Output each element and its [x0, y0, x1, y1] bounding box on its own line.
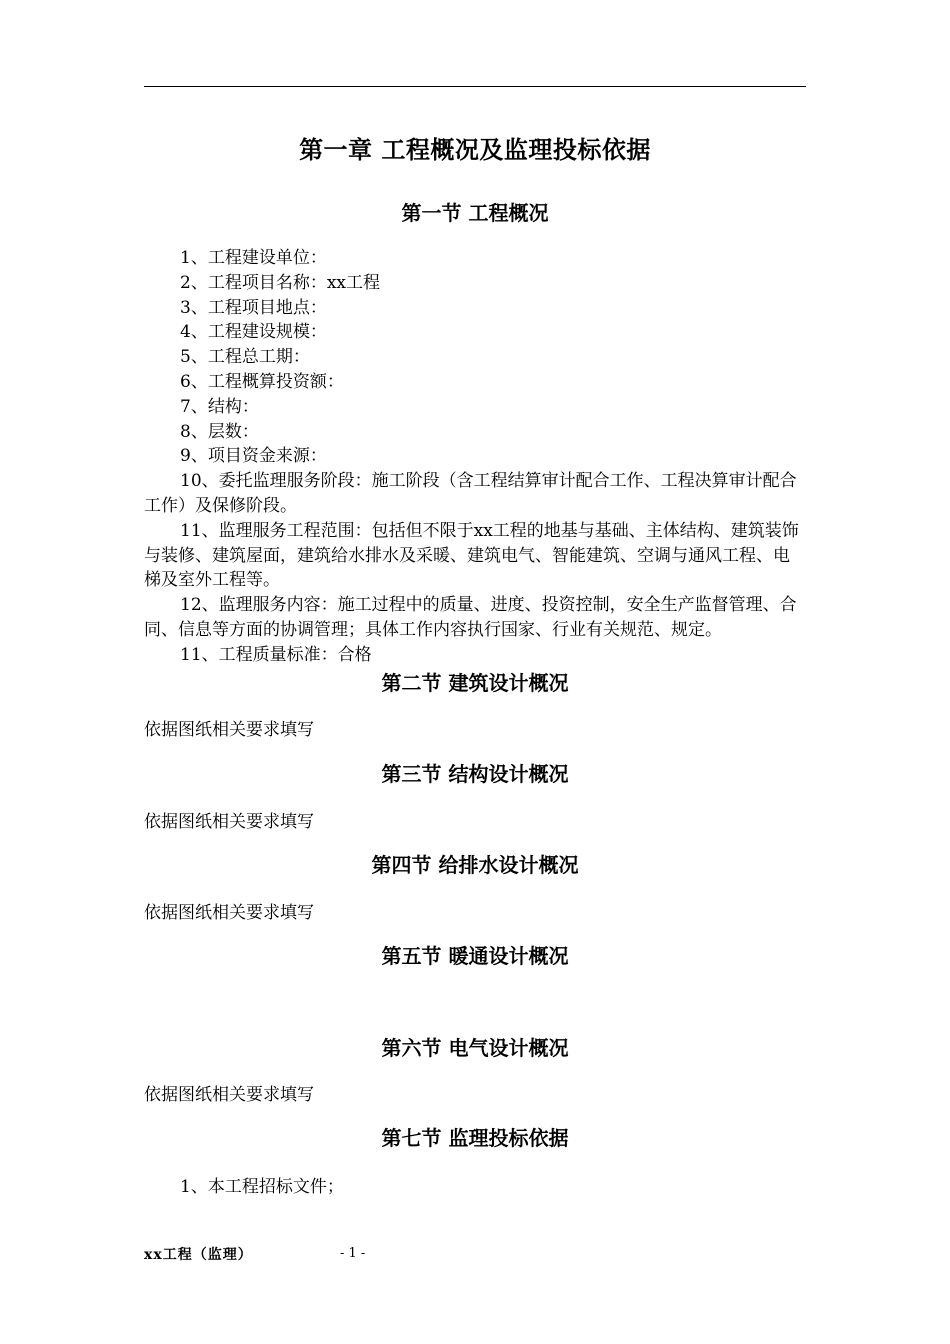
section-title-2: 第二节 建筑设计概况: [381, 671, 569, 695]
list-item: 1、工程建设单位：: [180, 248, 327, 268]
list-item: 6、工程概算投资额：: [180, 371, 344, 392]
footer-title: xx工程（监理）: [144, 1247, 253, 1263]
list-item: 5、工程总工期：: [180, 347, 310, 368]
section-note-6: 依据图纸相关要求填写: [144, 1085, 314, 1105]
list-item: 7、结构：: [180, 396, 259, 417]
list-item: 11、监理服务工程范围：包括但不限于xx工程的地基与基础、主体结构、建筑装饰与装修、建筑屋面，建筑给水排水及采暖、建筑电气、智能建筑、空调与通风工程、电梯及室外工程等。: [144, 520, 799, 591]
list-item: 9、项目资金来源：: [180, 446, 327, 467]
section-title-4: 第四节 给排水设计概况: [371, 853, 579, 877]
section-title-6: 第六节 电气设计概况: [381, 1036, 569, 1060]
list-item: 11、工程质量标准：合格: [180, 644, 372, 665]
section-title-7: 第七节 监理投标依据: [381, 1126, 569, 1150]
list-item: 4、工程建设规模：: [180, 322, 327, 343]
basis-item: 1、本工程招标文件；: [180, 1177, 344, 1197]
list-item: 10、委托监理服务阶段：施工阶段（含工程结算审计配合工作、工程决算审计配合工作）及保修阶段。: [144, 471, 797, 516]
page-number: - 1 -: [340, 1246, 366, 1261]
list-item: 3、工程项目地点：: [180, 297, 327, 318]
list-item: 2、工程项目名称：xx工程: [180, 272, 380, 293]
chapter-title: 第一章 工程概况及监理投标依据: [299, 135, 651, 164]
section-title-5: 第五节 暖通设计概况: [381, 944, 569, 968]
header-rule: [144, 86, 806, 87]
section-note-3: 依据图纸相关要求填写: [144, 812, 314, 832]
section-note-4: 依据图纸相关要求填写: [144, 903, 314, 923]
list-item: 8、层数：: [180, 421, 259, 442]
section-title-1: 第一节 工程概况: [401, 201, 549, 225]
section-note-2: 依据图纸相关要求填写: [144, 720, 314, 740]
overview-list: [144, 246, 806, 668]
section-title-3: 第三节 结构设计概况: [381, 762, 569, 786]
list-item: 12、监理服务内容：施工过程中的质量、进度、投资控制，安全生产监督管理、合同、信息等方面的协调管理；具体工作内容执行国家、行业有关规范、规定。: [144, 595, 797, 640]
